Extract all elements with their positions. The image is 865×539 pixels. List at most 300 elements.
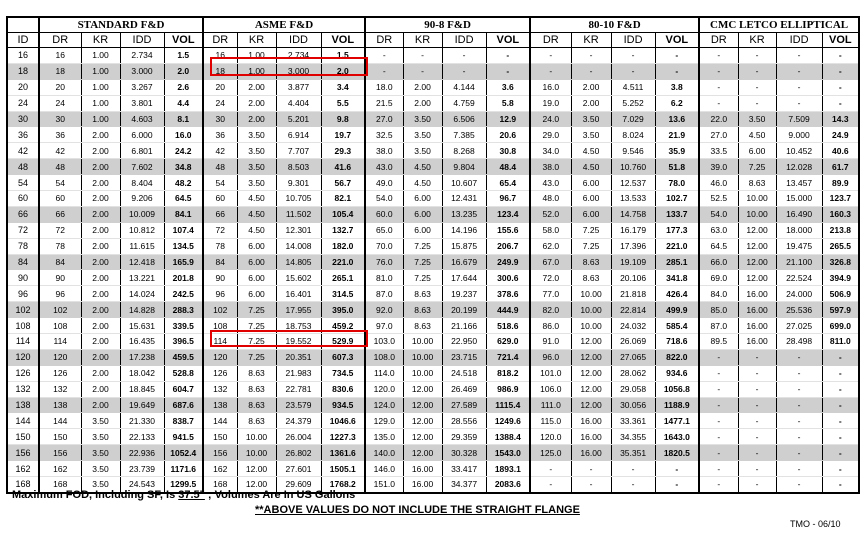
cell-standard-idd: 23.739 <box>120 461 164 477</box>
cell-standard-dr: 126 <box>39 365 81 381</box>
cell-asme-kr: 3.50 <box>237 159 276 175</box>
cell-standard-kr: 3.50 <box>81 413 120 429</box>
cell-80-10-kr: 6.00 <box>571 175 611 191</box>
cell-80-10-kr: 12.00 <box>571 334 611 350</box>
cell-cmc-dr: 89.5 <box>699 334 738 350</box>
cell-asme-idd: 7.707 <box>276 143 321 159</box>
cell-standard-dr: 16 <box>39 48 81 64</box>
cell-standard-vol: 4.4 <box>164 95 203 111</box>
cell-90-8-vol: 1893.1 <box>486 461 530 477</box>
cell-80-10-vol: - <box>655 63 699 79</box>
cell-asme-dr: 120 <box>203 349 237 365</box>
cell-asme-kr: 6.00 <box>237 286 276 302</box>
cell-standard-kr: 3.50 <box>81 477 120 493</box>
column-header-90-8-idd: IDD <box>442 33 486 48</box>
cell-80-10-kr: 4.50 <box>571 143 611 159</box>
cell-asme-kr: 1.00 <box>237 63 276 79</box>
cell-asme-kr: 12.00 <box>237 477 276 493</box>
cell-asme-kr: 8.63 <box>237 413 276 429</box>
cell-asme-dr: 150 <box>203 429 237 445</box>
cell-standard-dr: 114 <box>39 334 81 350</box>
cell-80-10-vol: - <box>655 461 699 477</box>
column-header-asme-vol: VOL <box>321 33 365 48</box>
cell-standard-vol: 604.7 <box>164 381 203 397</box>
cell-asme-idd: 20.351 <box>276 349 321 365</box>
cell-80-10-dr: 101.0 <box>530 365 571 381</box>
cell-80-10-dr: 96.0 <box>530 349 571 365</box>
cell-cmc-kr: 12.00 <box>738 238 776 254</box>
cell-asme-kr: 6.00 <box>237 238 276 254</box>
cell-asme-vol: 459.2 <box>321 318 365 334</box>
cell-90-8-vol: 1249.6 <box>486 413 530 429</box>
cell-80-10-idd: 8.024 <box>611 127 655 143</box>
cell-asme-vol: 221.0 <box>321 254 365 270</box>
cell-standard-dr: 156 <box>39 445 81 461</box>
table-row <box>7 302 859 318</box>
cell-standard-dr: 78 <box>39 238 81 254</box>
cell-cmc-dr: 84.0 <box>699 286 738 302</box>
cell-90-8-vol: 300.6 <box>486 270 530 286</box>
document-code: TMO - 06/10 <box>790 519 841 529</box>
cell-90-8-dr: 120.0 <box>365 381 403 397</box>
cell-asme-vol: 5.5 <box>321 95 365 111</box>
cell-standard-idd: 3.801 <box>120 95 164 111</box>
cell-80-10-dr: 86.0 <box>530 318 571 334</box>
cell-90-8-vol: 721.4 <box>486 349 530 365</box>
cell-90-8-dr: 76.0 <box>365 254 403 270</box>
cell-asme-idd: 12.301 <box>276 222 321 238</box>
cell-asme-idd: 15.602 <box>276 270 321 286</box>
cell-90-8-vol: 123.4 <box>486 206 530 222</box>
cell-cmc-idd: 27.025 <box>776 318 822 334</box>
cell-id: 90 <box>7 270 39 286</box>
cell-standard-dr: 24 <box>39 95 81 111</box>
cell-standard-dr: 144 <box>39 413 81 429</box>
cell-id: 108 <box>7 318 39 334</box>
cell-80-10-dr: 29.0 <box>530 127 571 143</box>
cell-90-8-kr: 6.00 <box>403 191 442 207</box>
cell-90-8-idd: 17.644 <box>442 270 486 286</box>
table-row <box>7 222 859 238</box>
cell-cmc-dr: 27.0 <box>699 127 738 143</box>
cell-90-8-dr: 38.0 <box>365 143 403 159</box>
cell-90-8-idd: 26.469 <box>442 381 486 397</box>
cell-id: 36 <box>7 127 39 143</box>
cell-90-8-vol: 30.8 <box>486 143 530 159</box>
cell-80-10-kr: 16.00 <box>571 413 611 429</box>
cell-80-10-kr: 3.50 <box>571 111 611 127</box>
cell-80-10-idd: - <box>611 63 655 79</box>
cell-standard-idd: 19.649 <box>120 397 164 413</box>
cell-standard-vol: 1052.4 <box>164 445 203 461</box>
cell-id: 114 <box>7 334 39 350</box>
cell-standard-idd: 16.435 <box>120 334 164 350</box>
cell-80-10-vol: 1188.9 <box>655 397 699 413</box>
group-header-blank <box>7 17 39 33</box>
cell-asme-dr: 168 <box>203 477 237 493</box>
cell-id: 96 <box>7 286 39 302</box>
cell-asme-kr: 2.00 <box>237 95 276 111</box>
cell-90-8-idd: 4.144 <box>442 79 486 95</box>
cell-cmc-vol: - <box>822 79 859 95</box>
cell-80-10-dr: 106.0 <box>530 381 571 397</box>
cell-90-8-idd: - <box>442 48 486 64</box>
cell-80-10-idd: 7.029 <box>611 111 655 127</box>
cell-90-8-dr: 70.0 <box>365 238 403 254</box>
cell-cmc-idd: 9.000 <box>776 127 822 143</box>
cell-asme-kr: 3.50 <box>237 127 276 143</box>
column-header-standard-idd: IDD <box>120 33 164 48</box>
column-header-asme-dr: DR <box>203 33 237 48</box>
table-row <box>7 286 859 302</box>
cell-asme-kr: 2.00 <box>237 79 276 95</box>
cell-90-8-kr: 3.50 <box>403 111 442 127</box>
cell-90-8-kr: 8.63 <box>403 286 442 302</box>
cell-cmc-vol: 506.9 <box>822 286 859 302</box>
cell-asme-idd: 29.609 <box>276 477 321 493</box>
cell-90-8-kr: 7.25 <box>403 270 442 286</box>
cell-90-8-kr: 2.00 <box>403 79 442 95</box>
cell-asme-kr: 3.50 <box>237 143 276 159</box>
cell-standard-kr: 2.00 <box>81 318 120 334</box>
cell-cmc-vol: - <box>822 429 859 445</box>
cell-80-10-dr: 16.0 <box>530 79 571 95</box>
cell-90-8-idd: 15.875 <box>442 238 486 254</box>
cell-standard-idd: 21.330 <box>120 413 164 429</box>
cell-80-10-vol: 221.0 <box>655 238 699 254</box>
cell-90-8-kr: 4.50 <box>403 159 442 175</box>
cell-90-8-idd: 23.715 <box>442 349 486 365</box>
head-dimension-table <box>6 16 860 494</box>
cell-standard-vol: 242.5 <box>164 286 203 302</box>
cell-80-10-vol: 133.7 <box>655 206 699 222</box>
cell-90-8-dr: - <box>365 63 403 79</box>
cell-80-10-kr: 2.00 <box>571 95 611 111</box>
cell-asme-idd: 11.502 <box>276 206 321 222</box>
cell-asme-dr: 30 <box>203 111 237 127</box>
cell-80-10-dr: 67.0 <box>530 254 571 270</box>
cell-standard-kr: 2.00 <box>81 381 120 397</box>
cell-cmc-dr: - <box>699 48 738 64</box>
table-row <box>7 270 859 286</box>
cell-asme-vol: 82.1 <box>321 191 365 207</box>
cell-asme-idd: 27.601 <box>276 461 321 477</box>
column-header-90-8-vol: VOL <box>486 33 530 48</box>
cell-asme-idd: 24.379 <box>276 413 321 429</box>
cell-id: 126 <box>7 365 39 381</box>
cell-asme-kr: 6.00 <box>237 270 276 286</box>
cell-asme-dr: 48 <box>203 159 237 175</box>
cell-standard-idd: 11.615 <box>120 238 164 254</box>
cell-standard-kr: 2.00 <box>81 270 120 286</box>
cell-cmc-kr: 12.00 <box>738 222 776 238</box>
cell-80-10-vol: 3.8 <box>655 79 699 95</box>
cell-id: 132 <box>7 381 39 397</box>
cell-cmc-kr: 7.25 <box>738 159 776 175</box>
cell-standard-kr: 2.00 <box>81 254 120 270</box>
cell-80-10-vol: 718.6 <box>655 334 699 350</box>
cell-80-10-kr: 7.25 <box>571 222 611 238</box>
cell-id: 20 <box>7 79 39 95</box>
cell-id: 138 <box>7 397 39 413</box>
cell-80-10-dr: 125.0 <box>530 445 571 461</box>
column-header-cmc-kr: KR <box>738 33 776 48</box>
cell-cmc-idd: - <box>776 95 822 111</box>
cell-asme-vol: 1.5 <box>321 48 365 64</box>
cell-cmc-kr: 12.00 <box>738 270 776 286</box>
cell-cmc-kr: - <box>738 381 776 397</box>
cell-cmc-vol: 597.9 <box>822 302 859 318</box>
cell-id: 84 <box>7 254 39 270</box>
table-row <box>7 254 859 270</box>
cell-80-10-dr: - <box>530 477 571 493</box>
cell-standard-kr: 2.00 <box>81 238 120 254</box>
cell-standard-dr: 102 <box>39 302 81 318</box>
cell-asme-idd: 14.008 <box>276 238 321 254</box>
cell-cmc-vol: - <box>822 413 859 429</box>
column-header-80-10-vol: VOL <box>655 33 699 48</box>
cell-asme-dr: 36 <box>203 127 237 143</box>
cell-90-8-vol: 96.7 <box>486 191 530 207</box>
column-header-90-8-kr: KR <box>403 33 442 48</box>
cell-standard-idd: 3.267 <box>120 79 164 95</box>
cell-asme-kr: 7.25 <box>237 334 276 350</box>
cell-90-8-dr: 129.0 <box>365 413 403 429</box>
cell-asme-dr: 60 <box>203 191 237 207</box>
cell-standard-vol: 24.2 <box>164 143 203 159</box>
cell-asme-dr: 78 <box>203 238 237 254</box>
cell-cmc-dr: - <box>699 381 738 397</box>
cell-standard-vol: 134.5 <box>164 238 203 254</box>
cell-standard-kr: 1.00 <box>81 48 120 64</box>
cell-cmc-kr: 16.00 <box>738 318 776 334</box>
cell-asme-vol: 41.6 <box>321 159 365 175</box>
cell-asme-vol: 56.7 <box>321 175 365 191</box>
cell-asme-vol: 529.9 <box>321 334 365 350</box>
cell-80-10-kr: 10.00 <box>571 318 611 334</box>
cell-80-10-idd: 17.396 <box>611 238 655 254</box>
cell-80-10-dr: 115.0 <box>530 413 571 429</box>
cell-standard-dr: 120 <box>39 349 81 365</box>
cell-90-8-vol: 249.9 <box>486 254 530 270</box>
cell-standard-vol: 1171.6 <box>164 461 203 477</box>
cell-standard-vol: 941.5 <box>164 429 203 445</box>
cell-90-8-vol: - <box>486 48 530 64</box>
cell-standard-kr: 2.00 <box>81 159 120 175</box>
cell-standard-kr: 2.00 <box>81 302 120 318</box>
cell-90-8-idd: - <box>442 63 486 79</box>
cell-standard-idd: 2.734 <box>120 48 164 64</box>
table-row <box>7 127 859 143</box>
cell-80-10-kr: 7.25 <box>571 238 611 254</box>
cell-standard-dr: 90 <box>39 270 81 286</box>
cell-90-8-idd: 21.166 <box>442 318 486 334</box>
cell-asme-kr: 6.00 <box>237 254 276 270</box>
cell-asme-kr: 10.00 <box>237 445 276 461</box>
cell-80-10-dr: 77.0 <box>530 286 571 302</box>
cell-asme-vol: 1046.6 <box>321 413 365 429</box>
cell-asme-dr: 108 <box>203 318 237 334</box>
cell-90-8-vol: 518.6 <box>486 318 530 334</box>
cell-90-8-dr: 60.0 <box>365 206 403 222</box>
cell-cmc-vol: 14.3 <box>822 111 859 127</box>
cell-id: 54 <box>7 175 39 191</box>
max-fod-note <box>12 489 355 501</box>
cell-90-8-kr: 8.63 <box>403 318 442 334</box>
cell-80-10-vol: 1477.1 <box>655 413 699 429</box>
cell-asme-vol: 182.0 <box>321 238 365 254</box>
cell-cmc-kr: 6.00 <box>738 143 776 159</box>
cell-80-10-idd: 35.351 <box>611 445 655 461</box>
table-row <box>7 365 859 381</box>
cell-80-10-vol: 1643.0 <box>655 429 699 445</box>
cell-standard-dr: 72 <box>39 222 81 238</box>
cell-80-10-kr: 6.00 <box>571 206 611 222</box>
cell-90-8-vol: 1388.4 <box>486 429 530 445</box>
cell-asme-vol: 265.1 <box>321 270 365 286</box>
cell-90-8-idd: 7.385 <box>442 127 486 143</box>
cell-cmc-dr: 46.0 <box>699 175 738 191</box>
cell-90-8-idd: 29.359 <box>442 429 486 445</box>
cell-asme-dr: 126 <box>203 365 237 381</box>
cell-90-8-idd: 33.417 <box>442 461 486 477</box>
cell-90-8-dr: 97.0 <box>365 318 403 334</box>
cell-cmc-dr: - <box>699 445 738 461</box>
cell-asme-idd: 3.877 <box>276 79 321 95</box>
column-header-row <box>7 33 859 48</box>
cell-asme-idd: 26.004 <box>276 429 321 445</box>
cell-asme-kr: 4.50 <box>237 222 276 238</box>
cell-90-8-vol: 444.9 <box>486 302 530 318</box>
cell-standard-dr: 66 <box>39 206 81 222</box>
table-row <box>7 191 859 207</box>
cell-90-8-dr: 135.0 <box>365 429 403 445</box>
cell-90-8-idd: 30.328 <box>442 445 486 461</box>
cell-standard-idd: 3.000 <box>120 63 164 79</box>
cell-standard-idd: 6.801 <box>120 143 164 159</box>
cell-80-10-kr: 12.00 <box>571 381 611 397</box>
cell-90-8-dr: 18.0 <box>365 79 403 95</box>
cell-80-10-kr: 8.63 <box>571 254 611 270</box>
cell-80-10-dr: 52.0 <box>530 206 571 222</box>
cell-cmc-dr: - <box>699 95 738 111</box>
cell-standard-vol: 48.2 <box>164 175 203 191</box>
table-row <box>7 63 859 79</box>
cell-asme-dr: 162 <box>203 461 237 477</box>
cell-90-8-kr: 2.00 <box>403 95 442 111</box>
table-body <box>7 48 859 493</box>
max-fod-value: 37.5" <box>178 489 205 501</box>
cell-cmc-kr: 10.00 <box>738 191 776 207</box>
cell-asme-kr: 7.25 <box>237 349 276 365</box>
cell-asme-dr: 20 <box>203 79 237 95</box>
cell-80-10-vol: 1056.8 <box>655 381 699 397</box>
cell-cmc-idd: - <box>776 48 822 64</box>
cell-asme-dr: 114 <box>203 334 237 350</box>
cell-80-10-dr: 34.0 <box>530 143 571 159</box>
cell-asme-dr: 72 <box>203 222 237 238</box>
cell-id: 120 <box>7 349 39 365</box>
cell-80-10-kr: 4.50 <box>571 159 611 175</box>
cell-90-8-vol: - <box>486 63 530 79</box>
cell-asme-kr: 10.00 <box>237 429 276 445</box>
cell-cmc-dr: 54.0 <box>699 206 738 222</box>
cell-90-8-vol: 206.7 <box>486 238 530 254</box>
cell-standard-dr: 132 <box>39 381 81 397</box>
cell-asme-vol: 1227.3 <box>321 429 365 445</box>
cell-80-10-idd: 13.533 <box>611 191 655 207</box>
cell-cmc-vol: - <box>822 63 859 79</box>
cell-cmc-kr: 16.00 <box>738 286 776 302</box>
table-row <box>7 159 859 175</box>
cell-cmc-idd: - <box>776 445 822 461</box>
table-row <box>7 413 859 429</box>
column-header-cmc-vol: VOL <box>822 33 859 48</box>
cell-standard-kr: 2.00 <box>81 143 120 159</box>
cell-cmc-kr: - <box>738 429 776 445</box>
cell-cmc-dr: - <box>699 397 738 413</box>
cell-asme-idd: 21.983 <box>276 365 321 381</box>
cell-asme-dr: 90 <box>203 270 237 286</box>
cell-cmc-dr: 63.0 <box>699 222 738 238</box>
cell-90-8-dr: - <box>365 48 403 64</box>
cell-80-10-idd: - <box>611 461 655 477</box>
table-row <box>7 111 859 127</box>
cell-80-10-dr: 91.0 <box>530 334 571 350</box>
table-row <box>7 318 859 334</box>
column-header-asme-idd: IDD <box>276 33 321 48</box>
cell-cmc-kr: 16.00 <box>738 302 776 318</box>
cell-standard-idd: 14.024 <box>120 286 164 302</box>
cell-90-8-idd: 12.431 <box>442 191 486 207</box>
cell-asme-vol: 395.0 <box>321 302 365 318</box>
cell-80-10-idd: 28.062 <box>611 365 655 381</box>
table-row <box>7 397 859 413</box>
cell-90-8-vol: 20.6 <box>486 127 530 143</box>
cell-90-8-idd: 8.268 <box>442 143 486 159</box>
group-header-cmc-letco-elliptical: CMC LETCO ELLIPTICAL <box>699 17 859 33</box>
cell-90-8-idd: 9.804 <box>442 159 486 175</box>
cell-cmc-idd: 19.475 <box>776 238 822 254</box>
cell-cmc-kr: - <box>738 445 776 461</box>
cell-cmc-dr: 22.0 <box>699 111 738 127</box>
cell-id: 24 <box>7 95 39 111</box>
cell-80-10-idd: 24.032 <box>611 318 655 334</box>
cell-asme-vol: 830.6 <box>321 381 365 397</box>
cell-90-8-kr: 12.00 <box>403 445 442 461</box>
cell-asme-kr: 3.50 <box>237 175 276 191</box>
cell-80-10-idd: 12.537 <box>611 175 655 191</box>
cell-80-10-idd: 9.546 <box>611 143 655 159</box>
cell-80-10-idd: 34.355 <box>611 429 655 445</box>
cell-asme-dr: 24 <box>203 95 237 111</box>
cell-90-8-kr: 8.63 <box>403 302 442 318</box>
cell-id: 48 <box>7 159 39 175</box>
cell-asme-dr: 42 <box>203 143 237 159</box>
cell-standard-vol: 84.1 <box>164 206 203 222</box>
cell-cmc-dr: 52.5 <box>699 191 738 207</box>
cell-90-8-kr: 10.00 <box>403 365 442 381</box>
table-row <box>7 79 859 95</box>
cell-80-10-idd: - <box>611 477 655 493</box>
cell-id: 18 <box>7 63 39 79</box>
cell-standard-dr: 96 <box>39 286 81 302</box>
table-row <box>7 206 859 222</box>
cell-cmc-kr: - <box>738 365 776 381</box>
table-row <box>7 461 859 477</box>
cell-asme-vol: 1505.1 <box>321 461 365 477</box>
cell-80-10-kr: 16.00 <box>571 429 611 445</box>
